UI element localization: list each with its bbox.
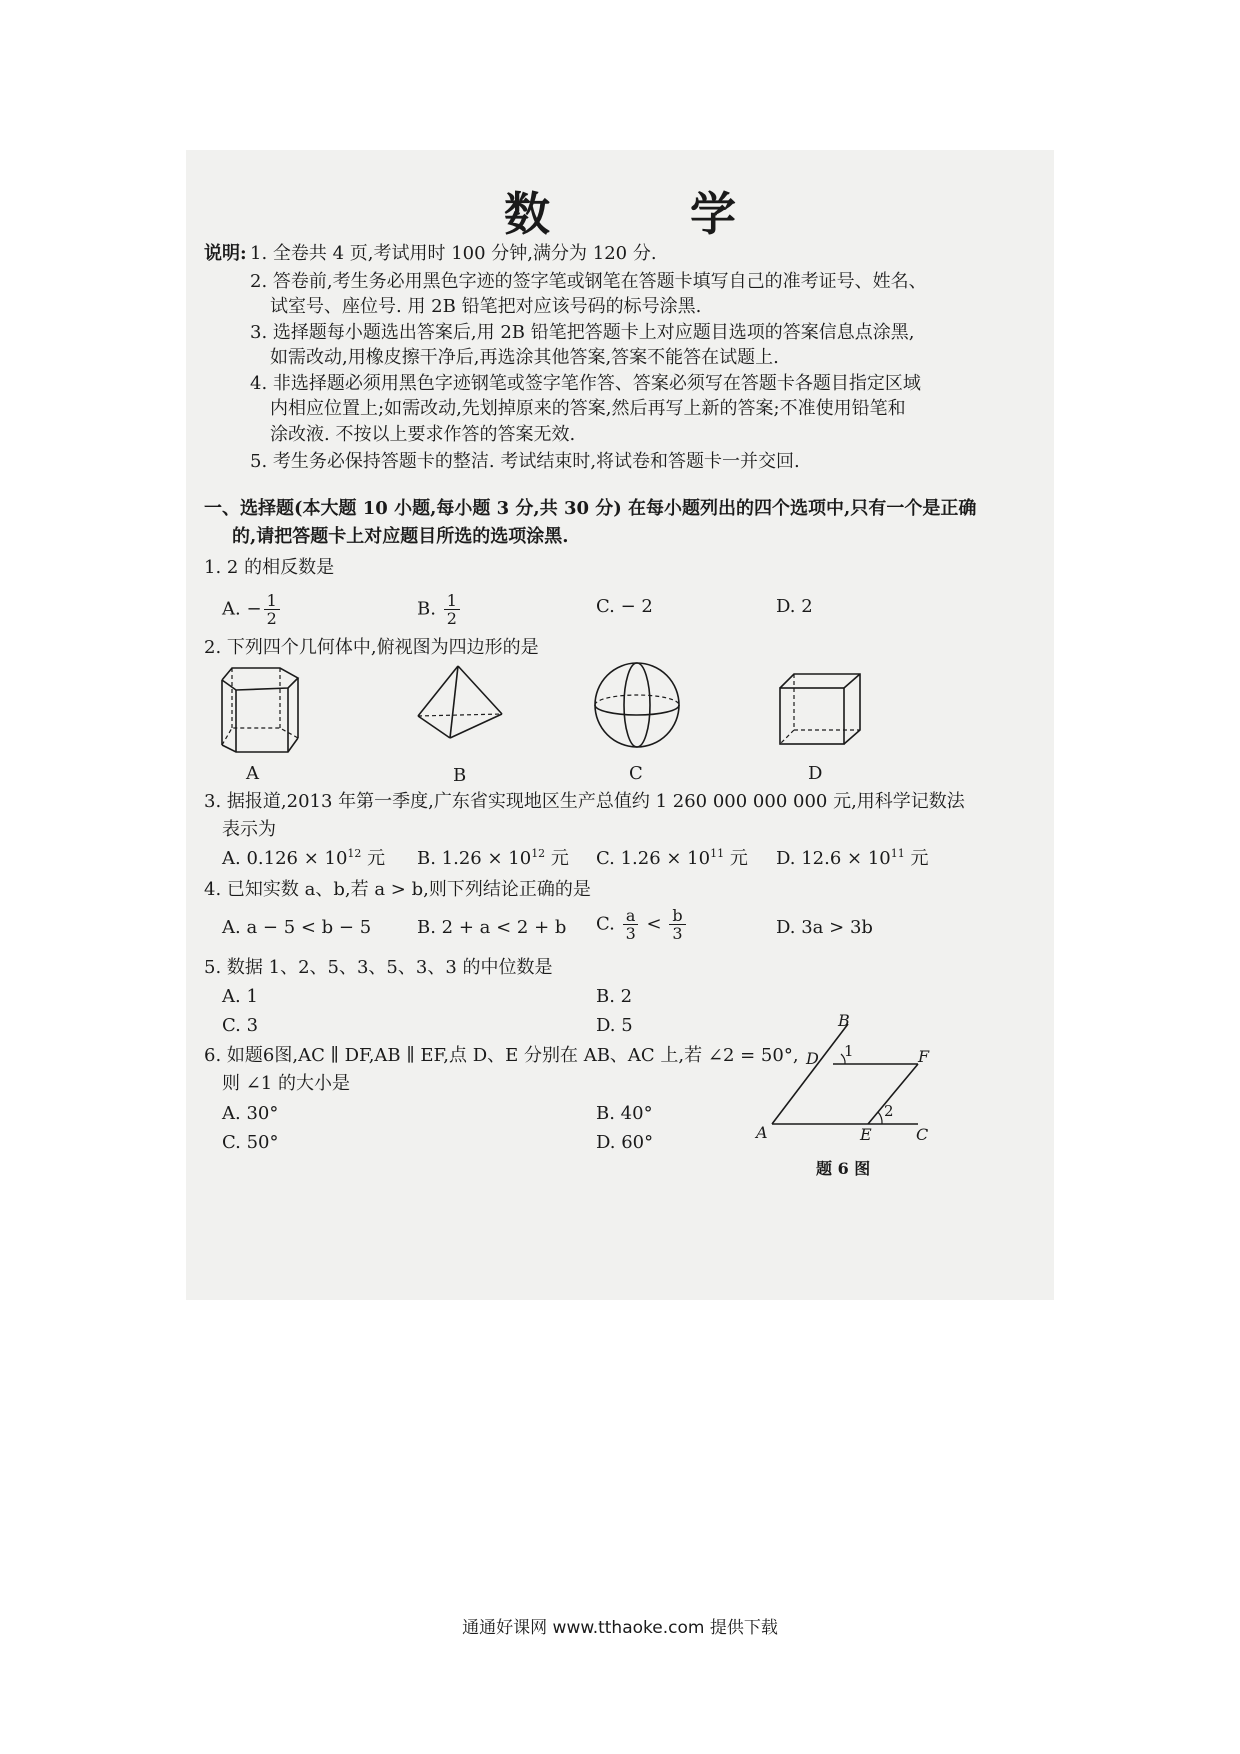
q1-b-fraction — [444, 592, 460, 627]
q5-option-d: D. 5 — [596, 1015, 633, 1036]
q1-a-denominator: 2 — [266, 609, 277, 628]
q3-b-unit: 元 — [545, 848, 569, 869]
q5-option-a: A. 1 — [222, 986, 258, 1007]
q1-b-label: B. — [417, 598, 436, 620]
q6-stem-cont: 则 ∠1 的大小是 — [222, 1073, 350, 1094]
q2-label-b: B — [453, 765, 467, 786]
q3-option-a — [222, 848, 385, 870]
q1-b-denominator: 2 — [446, 609, 457, 628]
section-heading: 一、选择题(本大题 10 小题,每小题 3 分,共 30 分) 在每小题列出的四个选项中,只有一个是正确 — [204, 498, 977, 519]
q4-c-fraction-1 — [623, 907, 639, 942]
q3-option-d — [776, 848, 928, 870]
line-ab — [772, 1024, 848, 1124]
q1-a-numerator: 1 — [264, 592, 280, 610]
point-c-label: C — [916, 1125, 929, 1144]
q3-c-unit: 元 — [724, 848, 748, 869]
q6-option-a: A. 30° — [222, 1103, 279, 1124]
q4-stem: 4. 已知实数 a、b,若 a > b,则下列结论正确的是 — [204, 879, 591, 900]
q6-option-b: B. 40° — [596, 1103, 653, 1124]
q5-option-b: B. 2 — [596, 986, 633, 1007]
q2-stem: 2. 下列四个几何体中,俯视图为四边形的是 — [204, 637, 539, 658]
q5-option-c: C. 3 — [222, 1015, 259, 1036]
q4-option-d: D. 3a > 3b — [776, 917, 873, 938]
q3-a-base: A. 0.126 × 10 — [222, 848, 348, 869]
note-item-5: 5. 考生务必保持答题卡的整洁. 考试结束时,将试卷和答题卡一并交回. — [250, 451, 800, 472]
q3-b-base: B. 1.26 × 10 — [417, 848, 532, 869]
point-d-label: D — [806, 1049, 819, 1068]
note-item-1: 1. 全卷共 4 页,考试用时 100 分钟,满分为 120 分. — [250, 243, 657, 264]
section-heading-cont: 的,请把答题卡上对应题目所选的选项涂黑. — [232, 526, 569, 547]
q3-a-exponent: 12 — [347, 847, 362, 860]
angle-1-label: 1 — [844, 1042, 854, 1060]
q3-d-unit: 元 — [904, 848, 929, 869]
q6-option-d: D. 60° — [596, 1132, 654, 1153]
page-title: 数 学 — [503, 187, 798, 241]
note-item-4: 4. 非选择题必须用黑色字迹钢笔或签字笔作答、答案必须写在答题卡各题目指定区域 — [250, 373, 921, 394]
q6-option-c: C. 50° — [222, 1132, 279, 1153]
q4-c-denominator-2: 3 — [672, 924, 683, 943]
q1-b-numerator: 1 — [444, 592, 460, 610]
note-item-2: 2. 答卷前,考生务必用黑色字迹的签字笔或钢笔在答题卡填写自己的准考证号、姓名、 — [250, 271, 927, 292]
note-item-4-cont: 内相应位置上;如需改动,先划掉原来的答案,然后再写上新的答案;不准使用铅笔和 — [270, 398, 906, 419]
cube-figure — [780, 674, 860, 744]
q1-a-sign: − — [246, 598, 262, 620]
q2-label-c: C — [629, 763, 643, 784]
q4-option-a: A. a − 5 < b − 5 — [222, 917, 372, 938]
point-e-label: E — [860, 1125, 872, 1144]
q1-a-label: A. — [222, 598, 241, 620]
q4-c-label: C. — [596, 913, 615, 935]
q4-c-numerator-2: b — [669, 907, 685, 925]
q3-c-base: C. 1.26 × 10 — [596, 848, 711, 869]
q1-option-a — [222, 592, 282, 627]
point-b-label: B — [838, 1011, 850, 1030]
q1-option-d: D. 2 — [776, 596, 813, 617]
sphere-figure — [595, 663, 679, 747]
note-item-4-cont2: 涂改液. 不按以上要求作答的答案无效. — [270, 424, 576, 445]
q6-stem: 6. 如题6图,AC ∥ DF,AB ∥ EF,点 D、E 分别在 AB、AC 上,若 ∠2 = 50°, — [204, 1045, 799, 1066]
q4-c-operator: < — [646, 913, 662, 935]
note-item-3: 3. 选择题每小题选出答案后,用 2B 铅笔把答题卡上对应题目选项的答案信息点涂黑, — [250, 322, 915, 343]
q4-c-numerator-1: a — [623, 907, 639, 925]
q3-stem-cont: 表示为 — [222, 819, 276, 840]
q3-stem: 3. 据报道,2013 年第一季度,广东省实现地区生产总值约 1 260 000 000 000 元,用科学记数法 — [204, 791, 965, 812]
angle-2-arc — [878, 1112, 882, 1124]
angle-2-label: 2 — [884, 1102, 894, 1120]
q4-c-denominator-1: 3 — [625, 924, 636, 943]
q5-stem: 5. 数据 1、2、5、3、5、3、3 的中位数是 — [204, 957, 553, 978]
q6-figure-caption: 题 6 图 — [816, 1159, 871, 1178]
q2-label-a: A — [246, 763, 259, 784]
q1-a-fraction — [264, 592, 280, 627]
point-f-label: F — [918, 1047, 930, 1066]
q3-b-exponent: 12 — [531, 847, 546, 860]
pentagonal-prism-figure — [222, 668, 298, 752]
footer-download-note: 通通好课网 www.tthaoke.com 提供下载 — [462, 1618, 778, 1638]
note-item-2-cont: 试室号、座位号. 用 2B 铅笔把对应该号码的标号涂黑. — [270, 296, 702, 317]
q4-option-c — [596, 907, 688, 942]
q1-option-b — [417, 592, 462, 627]
q3-c-exponent: 11 — [710, 847, 725, 860]
q3-d-exponent: 11 — [890, 847, 905, 860]
q4-option-b: B. 2 + a < 2 + b — [417, 917, 567, 938]
point-a-label: A — [756, 1123, 768, 1142]
q2-solids-figures — [200, 660, 880, 755]
note-item-3-cont: 如需改动,用橡皮擦干净后,再选涂其他答案,答案不能答在试题上. — [270, 347, 779, 368]
q3-d-base: D. 12.6 × 10 — [776, 848, 891, 869]
q2-label-d: D — [808, 763, 823, 784]
q4-c-fraction-2 — [669, 907, 685, 942]
q3-a-unit: 元 — [361, 848, 386, 869]
q3-option-b — [417, 848, 569, 870]
q3-option-c — [596, 848, 748, 870]
pyramid-figure — [418, 666, 502, 738]
q1-option-c: C. − 2 — [596, 596, 653, 617]
q1-stem: 1. 2 的相反数是 — [204, 557, 335, 578]
notes-label: 说明: — [204, 243, 247, 264]
q6-geometry-figure — [750, 1010, 950, 1145]
